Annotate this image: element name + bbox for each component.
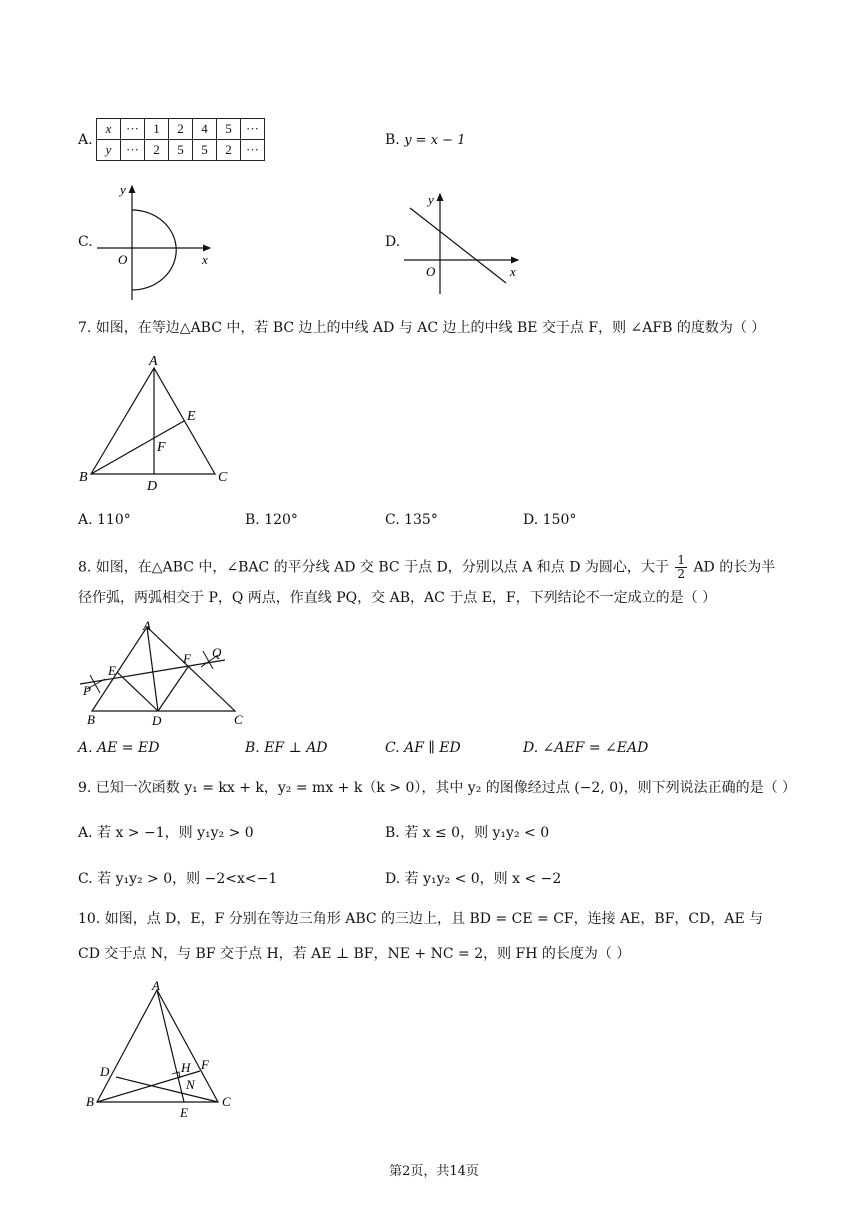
q8-option-b: B. EF ⊥ AD [245,740,328,756]
bisector-ad [147,627,158,711]
axis-x-label: x [510,264,516,279]
point-f-label: F [157,440,166,455]
q6-option-a-label: A. [78,132,93,148]
point-q-label: Q [212,645,222,660]
axis-y-label: y [120,182,126,197]
table-cell: ··· [241,119,265,140]
q6-option-b-expr: y = x − 1 [404,133,466,148]
point-c-label: C [222,1094,231,1109]
q6-option-c-graph [92,180,222,305]
point-d-label: D [152,713,162,728]
point-b-label: B [79,470,88,485]
q6-option-d-graph [400,188,530,298]
origin-label: O [426,264,436,279]
axis-x-label: x [202,252,208,267]
q8-stem-part2: AD 的长为半 [693,559,776,576]
q7-option-c: C. 135° [385,512,438,528]
point-e-label: E [180,1105,188,1120]
triangle-abc [91,368,215,474]
q7-option-a: A. 110° [78,512,131,528]
q8-option-a: A. AE = ED [78,740,160,756]
table-cell: y [97,140,121,161]
point-h-label: H [181,1060,191,1075]
q6-option-b [385,130,465,151]
table-cell: 4 [193,119,217,140]
point-d-label: D [100,1064,110,1079]
q6-option-b-label: B. [385,132,400,148]
q8-figure [75,615,260,730]
table-cell: 5 [193,140,217,161]
origin-label: O [118,252,128,267]
fraction-denominator: 2 [677,567,685,581]
segment-ae [157,990,184,1102]
q8-fraction [675,554,687,581]
table-cell: 5 [217,119,241,140]
table-cell: 1 [145,119,169,140]
point-b-label: B [87,712,95,727]
semicircle-curve [132,210,176,290]
point-a-label: A [143,618,151,633]
q10-stem-line2: CD 交于点 N，与 BF 交于点 H，若 AE ⊥ BF，NE + NC = 2，则 FH 的长度为（ ） [78,946,631,962]
q7-figure [75,350,250,495]
table-cell: 2 [169,119,193,140]
q10-figure [80,975,250,1120]
table-cell: 2 [217,140,241,161]
point-f-label: F [183,651,191,666]
table-cell: ··· [241,140,265,161]
q8-stem-part1: 8. 如图，在△ABC 中，∠BAC 的平分线 AD 交 BC 于点 D，分别以点 A 和点 D 为圆心，大于 [78,559,669,576]
table-row [97,119,265,140]
triangle-abc [97,990,218,1102]
decreasing-line [410,208,506,283]
table-cell: 5 [169,140,193,161]
q6-option-a-table [96,118,265,161]
q7-option-d: D. 150° [523,512,577,528]
q8-option-d: D. ∠AEF = ∠EAD [523,740,649,756]
point-e-label: E [108,663,116,678]
q9-stem: 9. 已知一次函数 y₁ = kx + k，y₂ = mx + k（k > 0），其中 y₂ 的图像经过点 (−2, 0)，则下列说法正确的是（ ） [78,780,797,796]
segment-fd [158,667,188,711]
point-e-label: E [187,409,196,424]
page-number: 第2页，共14页 [389,1164,479,1179]
point-n-label: N [186,1077,195,1092]
q8-option-c: C. AF ∥ ED [385,740,461,756]
point-a-label: A [152,978,160,993]
q9-option-c: C. 若 y₁y₂ > 0，则 −2<x<−1 [78,871,278,887]
point-c-label: C [218,470,228,485]
table-row [97,140,265,161]
table-cell: x [97,119,121,140]
q8-stem-line1 [78,554,775,581]
table-cell: ··· [121,119,145,140]
table-cell: 2 [145,140,169,161]
point-f-label: F [201,1057,209,1072]
q6-option-d-label: D. [385,234,401,250]
q6-option-c-label: C. [78,234,93,250]
fraction-numerator: 1 [677,553,685,567]
point-a-label: A [149,354,158,369]
table-cell: ··· [121,140,145,161]
point-d-label: D [147,479,158,494]
point-c-label: C [234,712,243,727]
segment-bf [97,1071,200,1102]
median-be [91,421,184,474]
q7-stem: 7. 如图，在等边△ABC 中，若 BC 边上的中线 AD 与 AC 边上的中线 BE 交于点 F，则 ∠AFB 的度数为（ ） [78,320,766,336]
point-b-label: B [86,1094,94,1109]
point-p-label: P [83,683,91,698]
q8-stem-line2: 径作弧，两弧相交于 P，Q 两点，作直线 PQ，交 AB，AC 于点 E，F，下列结论不一定成立的是（ ） [78,590,717,606]
q10-stem-line1: 10. 如图，点 D，E，F 分别在等边三角形 ABC 的三边上，且 BD = CE = CF，连接 AE，BF，CD，AE 与 [78,911,764,927]
segment-ed [117,672,158,711]
axis-y-label: y [428,192,434,207]
q9-option-a: A. 若 x > −1，则 y₁y₂ > 0 [78,825,254,841]
q9-option-d: D. 若 y₁y₂ < 0，则 x < −2 [385,871,562,887]
q7-option-b: B. 120° [245,512,298,528]
q9-option-b: B. 若 x ≤ 0，则 y₁y₂ < 0 [385,825,550,841]
